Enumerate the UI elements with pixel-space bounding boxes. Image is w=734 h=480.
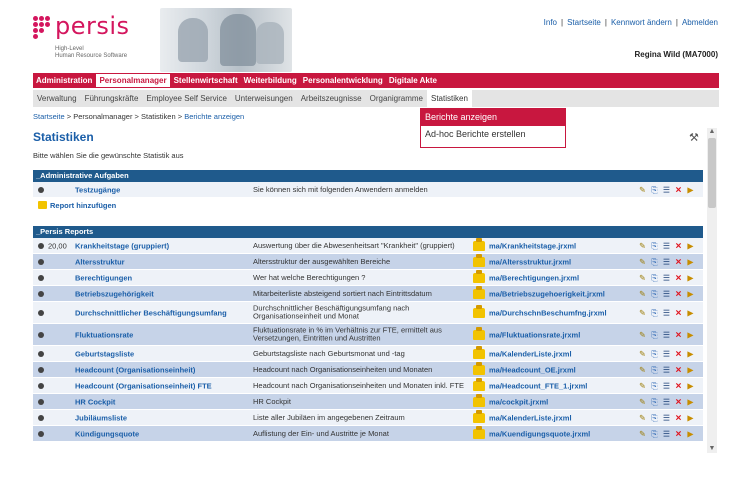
table-row [33,182,703,198]
table-row [33,410,703,426]
list-icon[interactable]: ☰ [662,308,671,317]
copy-icon[interactable]: ⎘ [651,273,658,282]
row-actions [638,381,695,390]
report-description: Fluktuationsrate in % im Verhältnis zur FTE, ermittelt aus Versetzungen, Eintritten und Austritten [253,325,442,343]
page-title: Statistiken [33,130,94,144]
sub-nav-fuehrungskraefte[interactable]: Führungskräfte [84,94,139,103]
bullet-icon [38,187,44,193]
edit-icon[interactable]: ✎ [639,289,646,298]
run-icon[interactable]: ▶ [687,273,694,282]
main-nav-stellenwirtschaft[interactable]: Stellenwirtschaft [173,76,238,85]
report-file-link[interactable]: ma/Krankheitstage.jrxml [489,241,577,250]
bullet-icon [38,275,44,281]
main-nav-administration[interactable]: Administration [36,76,93,85]
table-row [33,254,703,270]
main-nav-digitale-akte[interactable]: Digitale Akte [388,76,437,85]
sub-nav-verwaltung[interactable]: Verwaltung [37,94,77,103]
sub-nav [33,90,719,107]
table-row [33,286,703,302]
copy-icon[interactable]: ⎘ [651,308,658,317]
list-icon[interactable]: ☰ [662,289,671,298]
page-intro: Bitte wählen Sie die gewünschte Statistik aus [33,151,184,160]
folder-icon [473,308,485,318]
main-nav-personalmanager[interactable]: Personalmanager [95,73,170,88]
link-abmelden[interactable]: Abmelden [681,18,718,27]
run-icon[interactable]: ▶ [687,365,694,374]
tools-icon[interactable]: ⚒ [689,132,699,144]
breadcrumb: Startseite > Personalmanager > Statistiken > Berichte anzeigen [33,112,245,121]
bullet-icon [38,399,44,405]
run-icon[interactable]: ▶ [687,349,694,358]
report-description: Headcount nach Organisationseinheiten und Monaten inkl. FTE [253,380,464,390]
link-kennwort[interactable]: Kennwort ändern [610,18,672,27]
run-icon[interactable]: ▶ [687,289,694,298]
report-file-link[interactable]: ma/Headcount_FTE_1.jrxml [489,381,588,390]
folder-icon [473,381,485,391]
row-actions [638,365,695,374]
list-icon[interactable]: ☰ [662,429,671,438]
delete-icon[interactable]: ✕ [675,381,682,390]
delete-icon[interactable]: ✕ [675,241,682,250]
copy-icon[interactable]: ⎘ [651,365,658,374]
row-actions [638,349,695,358]
copy-icon[interactable]: ⎘ [651,413,658,422]
delete-icon[interactable]: ✕ [675,257,682,266]
breadcrumb-personalmanager: Personalmanager [73,112,133,121]
table-row [33,302,703,324]
row-actions [638,330,695,339]
edit-icon[interactable]: ✎ [639,365,646,374]
folder-icon [473,241,485,251]
edit-icon[interactable]: ✎ [639,381,646,390]
report-description: Durchschnittlicher Beschäftigungsumfang nach Organisationseinheit und Monat [253,303,410,321]
edit-icon[interactable]: ✎ [639,349,646,358]
list-icon[interactable]: ☰ [662,330,671,339]
add-report-icon [38,201,47,209]
section-title: _Persis Reports [33,226,703,238]
main-nav-weiterbildung[interactable]: Weiterbildung [243,76,297,85]
report-name-link[interactable]: Berechtigungen [75,273,133,282]
report-file-link[interactable]: ma/Fluktuationsrate.jrxml [489,330,581,339]
folder-icon [473,397,485,407]
list-icon[interactable]: ☰ [662,413,671,422]
edit-icon[interactable]: ✎ [639,413,646,422]
report-file-link[interactable]: ma/DurchschnBeschumfng.jrxml [489,308,607,317]
bullet-icon [38,415,44,421]
vertical-scrollbar[interactable] [707,128,717,453]
sub-nav-employee-self-service[interactable]: Employee Self Service [146,94,227,103]
folder-icon [473,273,485,283]
copy-icon[interactable]: ⎘ [651,330,658,339]
folder-icon [473,349,485,359]
report-name-link[interactable]: Durchschnittlicher Beschäftigungsumfang [75,308,227,317]
report-name-link[interactable]: Altersstruktur [75,257,125,266]
folder-icon [473,429,485,439]
link-info[interactable]: Info [543,18,557,27]
delete-icon[interactable]: ✕ [675,289,682,298]
bullet-icon [38,367,44,373]
menu-item-adhoc-berichte[interactable]: Ad-hoc Berichte erstellen [425,129,526,139]
delete-icon[interactable]: ✕ [675,397,682,406]
table-row [33,270,703,286]
row-actions [638,429,695,438]
menu-item-berichte-anzeigen[interactable]: Berichte anzeigen [421,109,565,126]
delete-icon[interactable]: ✕ [675,413,682,422]
folder-icon [473,413,485,423]
list-icon[interactable]: ☰ [662,185,671,194]
report-file-link[interactable]: ma/KalenderListe.jrxml [489,349,572,358]
run-icon[interactable]: ▶ [687,413,694,422]
report-file-link[interactable]: ma/Headcount_OE.jrxml [489,365,576,374]
folder-icon [473,330,485,340]
bullet-icon [38,383,44,389]
list-icon[interactable]: ☰ [662,349,671,358]
list-icon[interactable]: ☰ [662,241,671,250]
report-name-link[interactable]: Kündigungsquote [75,429,140,438]
report-description: Mitarbeiterliste absteigend sortiert nach Eintrittsdatum [253,288,432,298]
table-row [33,426,703,442]
folder-icon [473,289,485,299]
report-file-link[interactable]: ma/Altersstruktur.jrxml [489,257,572,266]
bullet-icon [38,243,44,249]
edit-icon[interactable]: ✎ [639,330,646,339]
row-actions [638,185,695,194]
user-name: Regina Wild (MA7000) [634,50,718,59]
copy-icon[interactable]: ⎘ [651,397,658,406]
bullet-icon [38,332,44,338]
report-name-link[interactable]: Geburtstagsliste [75,349,135,358]
bullet-icon [38,431,44,437]
report-name-link[interactable]: Fluktuationsrate [75,330,134,339]
add-report-link[interactable]: Report hinzufügen [38,201,116,210]
copy-icon[interactable]: ⎘ [651,241,658,250]
report-file-link[interactable]: ma/KalenderListe.jrxml [489,413,572,422]
report-description: Geburtstagsliste nach Geburtsmonat und -tag [253,348,405,358]
header-photo [160,8,292,72]
delete-icon[interactable]: ✕ [675,429,682,438]
report-file-link[interactable]: ma/Berechtigungen.jrxml [489,273,580,282]
table-row [33,238,703,254]
run-icon[interactable]: ▶ [687,308,694,317]
top-links: Info | Startseite | Kennwort ändern | Abmelden [543,18,718,27]
table-row [33,362,703,378]
persis-logo[interactable] [33,14,163,64]
report-description: Headcount nach Organisationseinheiten und Monaten [253,364,433,374]
scroll-down-icon[interactable]: ▼ [708,445,716,452]
report-name-link[interactable]: Jubiläumsliste [75,413,128,422]
report-description: HR Cockpit [253,396,291,406]
admin-section [33,170,703,198]
row-actions [638,289,695,298]
sub-nav-unterweisungen[interactable]: Unterweisungen [234,94,293,103]
report-description: Auflistung der Ein- und Austritte je Monat [253,428,389,438]
section-title: _Administrative Aufgaben [33,170,703,182]
report-name-link[interactable]: Krankheitstage (gruppiert) [75,241,170,250]
delete-icon[interactable]: ✕ [675,330,682,339]
logo-dots-icon [33,14,55,44]
edit-icon[interactable]: ✎ [639,241,646,250]
edit-icon[interactable]: ✎ [639,429,646,438]
run-icon[interactable]: ▶ [687,241,694,250]
copy-icon[interactable]: ⎘ [651,289,658,298]
row-actions [638,257,695,266]
list-icon[interactable]: ☰ [662,273,671,282]
table-row [33,346,703,362]
edit-icon[interactable]: ✎ [639,397,646,406]
row-actions [638,308,695,317]
row-actions [638,273,695,282]
list-icon[interactable]: ☰ [662,381,671,390]
main-nav-personalentwicklung[interactable]: Personalentwicklung [302,76,383,85]
delete-icon[interactable]: ✕ [675,308,682,317]
list-icon[interactable]: ☰ [662,397,671,406]
persis-reports-section [33,226,703,442]
run-icon[interactable]: ▶ [687,185,694,194]
report-name-link[interactable]: Headcount (Organisationseinheit) FTE [75,381,212,390]
report-file-link[interactable]: ma/cockpit.jrxml [489,397,549,406]
sub-nav-arbeitszeugnisse[interactable]: Arbeitszeugnisse [300,94,362,103]
list-icon[interactable]: ☰ [662,257,671,266]
report-description: Altersstruktur der ausgewählten Bereiche [253,256,391,266]
report-description: Wer hat welche Berechtigungen ? [253,272,366,282]
breadcrumb-statistiken: Statistiken [141,112,176,121]
logo-wordmark: persis [55,12,130,40]
folder-icon [473,365,485,375]
run-icon[interactable]: ▶ [687,257,694,266]
logo-tagline: High-Level Human Resource Software [55,46,128,59]
report-name-link[interactable]: HR Cockpit [75,397,116,406]
copy-icon[interactable]: ⎘ [651,349,658,358]
report-description: Auswertung über die Abwesenheitsart "Krankheit" (gruppiert) [253,240,455,250]
statistiken-dropdown-menu [420,108,566,148]
bullet-icon [38,291,44,297]
bullet-icon [38,351,44,357]
run-icon[interactable]: ▶ [687,330,694,339]
main-nav [33,73,719,88]
bullet-icon [38,259,44,265]
copy-icon[interactable]: ⎘ [651,429,658,438]
report-name-link[interactable]: Headcount (Organisationseinheit) [75,365,196,374]
breadcrumb-current: Berichte anzeigen [184,112,245,121]
edit-icon[interactable]: ✎ [639,185,646,194]
edit-icon[interactable]: ✎ [639,273,646,282]
report-name-link[interactable]: Betriebszugehörigkeit [75,289,154,298]
report-value: 20,00 [48,241,67,250]
delete-icon[interactable]: ✕ [675,273,682,282]
copy-icon[interactable]: ⎘ [651,257,658,266]
table-row [33,394,703,410]
sub-nav-organigramme[interactable]: Organigramme [369,94,423,103]
row-actions [638,397,695,406]
copy-icon[interactable]: ⎘ [651,381,658,390]
folder-icon [473,257,485,267]
report-name-link[interactable]: Testzugänge [75,185,121,194]
run-icon[interactable]: ▶ [687,429,694,438]
edit-icon[interactable]: ✎ [639,257,646,266]
edit-icon[interactable]: ✎ [639,308,646,317]
run-icon[interactable]: ▶ [687,381,694,390]
delete-icon[interactable]: ✕ [675,185,682,194]
delete-icon[interactable]: ✕ [675,365,682,374]
report-description: Sie können sich mit folgenden Anwendern anmelden [253,184,428,194]
row-actions [638,241,695,250]
link-startseite[interactable]: Startseite [567,18,601,27]
table-row [33,378,703,394]
delete-icon[interactable]: ✕ [675,349,682,358]
scrollbar-thumb[interactable] [708,138,716,208]
list-icon[interactable]: ☰ [662,365,671,374]
report-file-link[interactable]: ma/Kuendigungsquote.jrxml [489,429,591,438]
sub-nav-statistiken[interactable]: Statistiken [427,90,472,107]
report-description: Liste aller Jubiläen im angegebenen Zeitraum [253,412,405,422]
row-actions [638,413,695,422]
run-icon[interactable]: ▶ [687,397,694,406]
bullet-icon [38,310,44,316]
scroll-up-icon[interactable]: ▲ [708,128,716,135]
report-file-link[interactable]: ma/Betriebszugehoerigkeit.jrxml [489,289,605,298]
breadcrumb-home[interactable]: Startseite [33,112,65,121]
copy-icon[interactable]: ⎘ [651,185,658,194]
table-row [33,324,703,346]
